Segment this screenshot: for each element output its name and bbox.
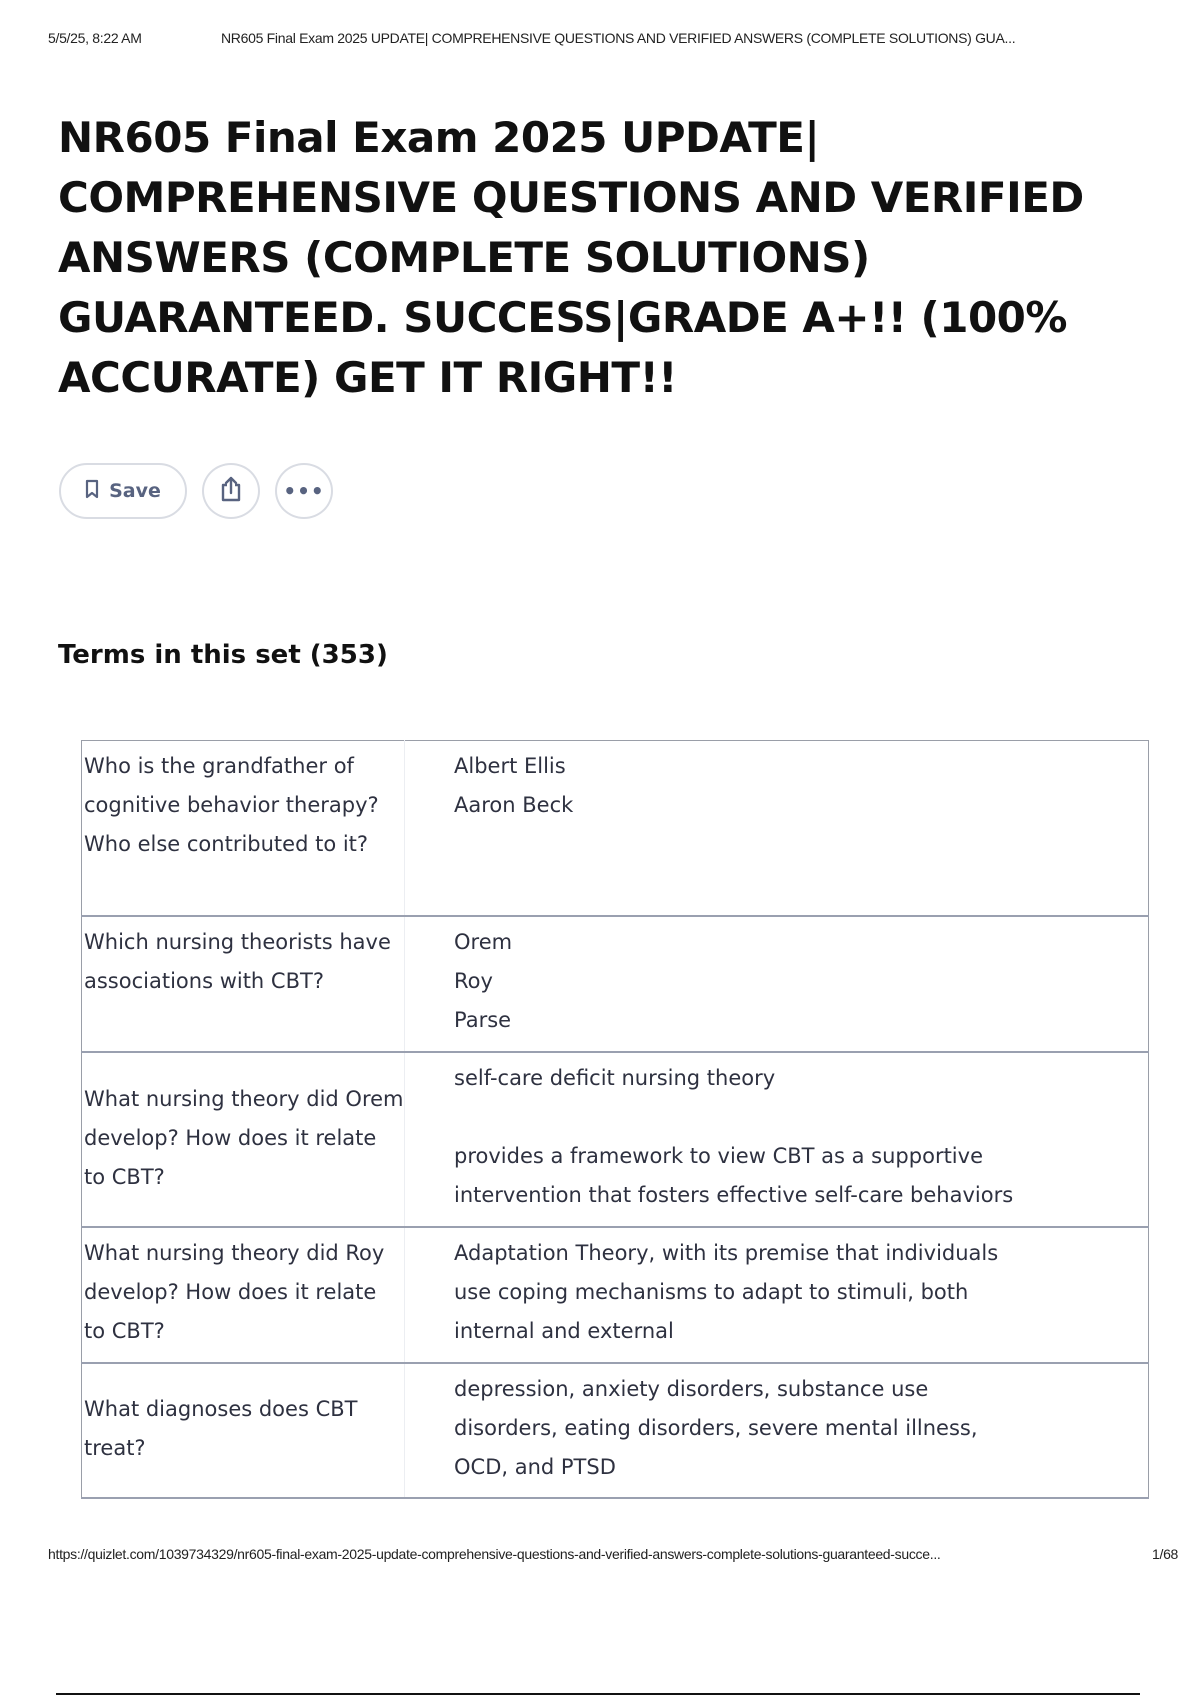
term: Who is the grandfather of cognitive behavior therapy? Who else contributed to it? — [82, 741, 405, 916]
definition-line: Orem — [454, 929, 513, 954]
term: What nursing theory did Orem develop? How does it relate to CBT? — [82, 1052, 405, 1227]
page-number: 1/68 — [1152, 1546, 1179, 1562]
definition-line: self-care deficit nursing theory — [454, 1065, 776, 1090]
bookmark-icon — [85, 479, 99, 504]
definition — [405, 1227, 1149, 1363]
table-row — [82, 1052, 1149, 1227]
definition — [405, 741, 1149, 916]
definition-line: Aaron Beck — [454, 793, 574, 817]
divider — [56, 1693, 1140, 1695]
terms-table — [81, 740, 1149, 1499]
definition-line: provides a framework to view CBT as a supportive intervention that fosters effective self-care behaviors — [454, 1143, 1014, 1207]
definition — [405, 1052, 1149, 1227]
definition-line: Roy — [454, 968, 493, 993]
save-button[interactable] — [59, 463, 187, 519]
print-doc-title: NR605 Final Exam 2025 UPDATE| COMPREHENSIVE QUESTIONS AND VERIFIED ANSWERS (COMPLETE SOLUTIONS) GUA... — [221, 30, 1016, 46]
table-row — [82, 1227, 1149, 1363]
print-date: 5/5/25, 8:22 AM — [48, 30, 142, 46]
definition-line: Adaptation Theory, with its premise that individuals use coping mechanisms to adapt to stimuli, both internal and external — [454, 1240, 999, 1343]
term: Which nursing theorists have associations with CBT? — [82, 916, 405, 1052]
table-row — [82, 916, 1149, 1052]
terms-heading: Terms in this set (353) — [58, 640, 388, 670]
share-icon — [219, 475, 243, 507]
save-label: Save — [109, 480, 161, 502]
more-options-button[interactable] — [275, 463, 333, 519]
definition — [405, 916, 1149, 1052]
definition-line: depression, anxiety disorders, substance use disorders, eating disorders, severe mental illness, OCD, and PTSD — [454, 1376, 978, 1479]
definition-line: Albert Ellis — [454, 754, 566, 778]
definition — [405, 1363, 1149, 1498]
table-row — [82, 1363, 1149, 1498]
share-button[interactable] — [202, 463, 260, 519]
term: What diagnoses does CBT treat? — [82, 1363, 405, 1498]
print-url: https://quizlet.com/1039734329/nr605-final-exam-2025-update-comprehensive-questions-and-verified-answers-complete-solutions-guaranteed-succe... — [48, 1546, 941, 1562]
table-row — [82, 741, 1149, 916]
page-title: NR605 Final Exam 2025 UPDATE| COMPREHENSIVE QUESTIONS AND VERIFIED ANSWERS (COMPLETE SOLUTIONS) GUARANTEED. SUCCESS|GRADE A+!! (100% ACCURATE) GET IT RIGHT!! — [58, 113, 1084, 402]
definition-line — [454, 1098, 1148, 1137]
term: What nursing theory did Roy develop? How does it relate to CBT? — [82, 1227, 405, 1363]
more-icon: ••• — [283, 479, 325, 503]
definition-line: Parse — [454, 1007, 512, 1032]
